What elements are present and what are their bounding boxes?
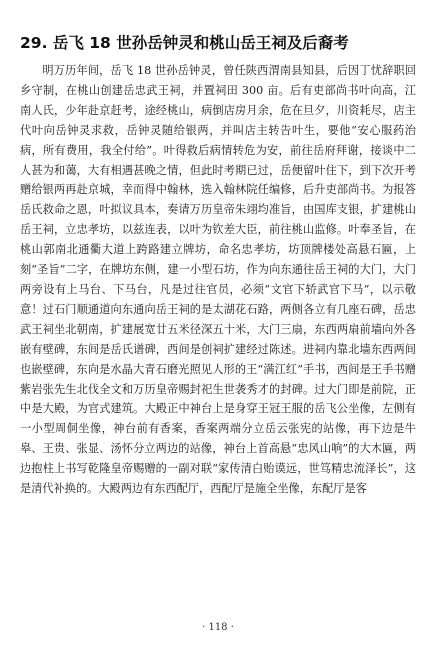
body-paragraph: 明万历年间，岳飞 18 世孙岳钟灵，曾任陕西渭南县知县，后因丁忧辞职回乡守制，在桃山创建岳忠武王祠，并置祠田 300 亩。后有吏部尚书叶向高，江南人氏，少年赴京赶考，途经桃山，病倒店房月余，危在旦夕，川资耗尽，店主代叶向岳钟灵求救，岳钟灵随给银两，并叫店主转告叶生，要他“安心服药治病，所有费用，我全付给”。叶得救后病情转危为安，前往岳府拜谢，接谈中二人甚为和蔼，大有相遇甚晚之情，但此时考期已过，岳便留叶住下，到下次开考赠给银两再赴京城，幸而得中翰林，选入翰林院任编修，后升吏部尚书。为报答岳氏救命之恩，叶拟议具本，奏请万历皇帝朱翊均准旨，由国库支银，扩建桃山岳王祠，立忠孝坊，以兹连表，以叶为钦差大臣，前往桃山监修。叶奉圣旨，在桃山郭南北通衢大道上跨路建立牌坊，命名忠孝坊，坊顶牌楼处高悬石匾，上刻“圣旨”二字，在牌坊东侧，建一小型石坊，作为向东通往岳王祠的大门，大门两旁设有上马台、下马台，凡是过往官员，必须“文官下轿武官下马”，以示敬意！过石门顺通道向东通向岳王祠的是太湖花石路，两侧各立有几座石碑，岳忠武王祠坐北朝南，扩建展宽廿五米径深五十米，大门三扇，东西两扇前墙向外各嵌有壁碑，东间是岳氏谱碑，西间是创祠扩建经过陈述。进祠内靠北墙东西两间也嵌壁碑，东向是水晶大青石磨光照见人形的王“满江红”手书，西间是王手书赠紫岩张先生北伐全文和万历皇帝赐封祀生世袭秀才的封碑。过大门即是前院，正中是大殿，为官式建筑。大殿正中神台上是身穿王冠王服的岳飞公坐像，左侧有一小型周侗坐像，神台前有香案，香案两端分立岳云张宪的站像，再下边是牛皋、王贵、张显、汤怀分立两边的站像，神台上首高悬“忠风山响”的大木匾，两边抱柱上书写乾隆皇帝赐赠的一副对联“家传清白贻谟远，世笃精忠流泽长”，这是清代补换的。大殿两边有东西配厅，西配厅是施全坐像，东配厅是客 xyxy=(20,64,416,496)
document-page xyxy=(20,32,416,499)
section-heading: 29. 岳飞 18 世孙岳钟灵和桃山岳王祠及后裔考 xyxy=(20,34,349,52)
page-number: · 118 · xyxy=(202,622,234,633)
